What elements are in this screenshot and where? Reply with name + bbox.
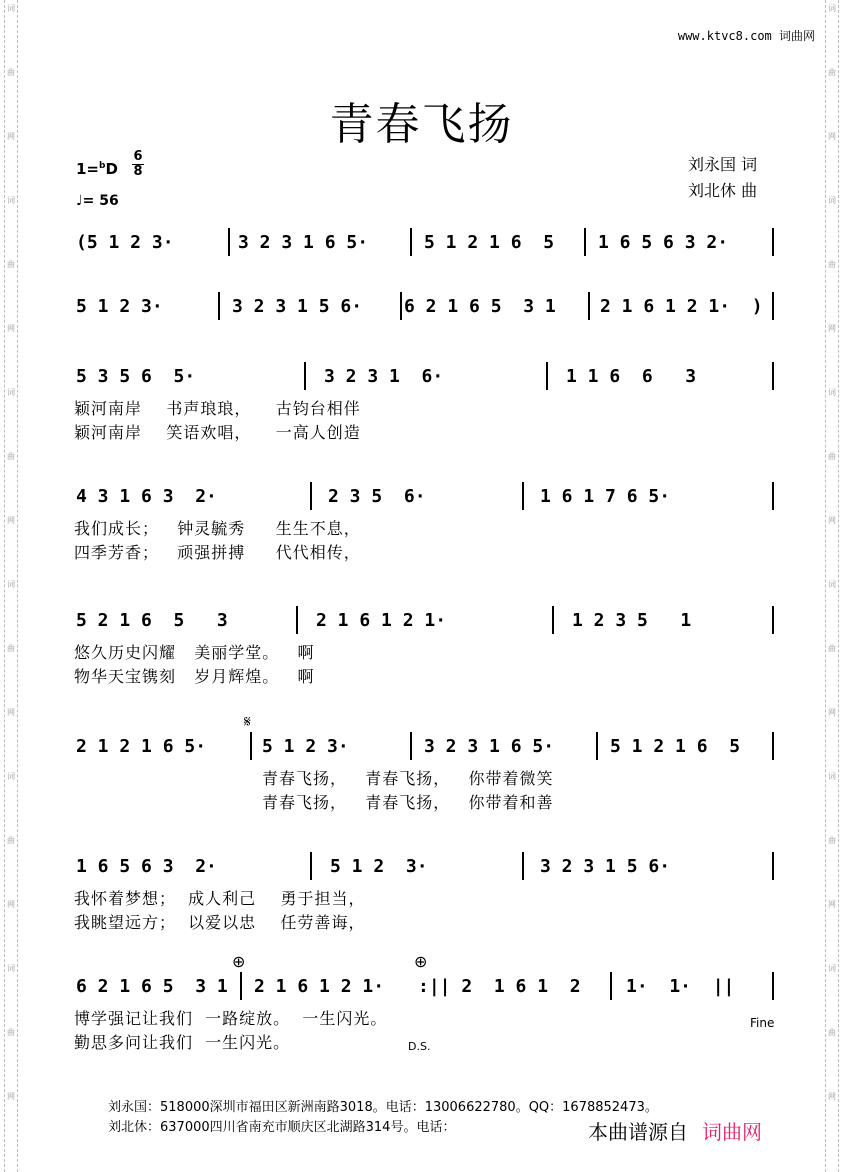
bar-line [240,972,242,1000]
lyric-line-1: 颖河南岸 书声琅琅， 古钧台相伴 [74,399,361,418]
ds-mark: D.S. [408,1040,431,1053]
bar-line [410,732,412,760]
tempo-marking: ♩= 56 [76,193,119,209]
site-url[interactable]: www.ktvc8.com 词曲网 [677,29,815,43]
measure-notes: 5 1 2 1 6 5 [424,232,555,253]
measure-notes: 2 1 2 1 6 5· [76,736,207,757]
bar-line [410,228,412,256]
bar-line [552,606,554,634]
lyricist-credit: 刘永国 词 [688,155,758,174]
lyric-line-2: 四季芳香； 顽强拼搏 代代相传， [74,543,361,562]
measure-notes: 4 3 1 6 3 2· [76,486,217,507]
measure-notes: 1 1 6 6 3 [566,366,697,387]
bar-line [296,606,298,634]
footer-line-1: 刘永国：518000深圳市福田区新洲南路3018。电话：13006622780。QQ：1678852473。 [108,1100,658,1115]
measure-notes: 6 2 1 6 5 3 1 [404,296,556,317]
bar-line [772,606,774,634]
fine-mark: Fine [750,1016,775,1030]
measure-notes: 2 1 6 1 2 1· [254,976,385,997]
lyric-line-1: 我怀着梦想； 成人利己 勇于担当， [74,889,366,908]
measure-notes: 3 2 3 1 6 5· [238,232,369,253]
bar-line [772,482,774,510]
bar-line [772,228,774,256]
lyric-line-1: 博学强记让我们 一路绽放。 一生闪光。 [74,1009,388,1028]
measure-notes: 3 2 3 1 5 6· [540,856,671,877]
bar-line [250,732,252,760]
measure-notes: 3 2 3 1 6 5· [424,736,555,757]
bar-line [610,972,612,1000]
lyric-line-1: 青春飞扬， 青春飞扬， 你带着微笑 [262,769,554,788]
bar-line [228,228,230,256]
lyric-line-2: 物华天宝镌刻 岁月辉煌。 啊 [74,667,315,686]
measure-notes: 5 1 2 3· [330,856,428,877]
measure-notes: 5 1 2 1 6 5 [610,736,741,757]
segno-mark: 𝄋 [244,712,251,731]
measure-notes: 5 3 5 6 5· [76,366,196,387]
measure-notes: 2 3 5 6· [328,486,426,507]
coda-mark-1: ⊕ [232,952,246,971]
measure-notes: 1· 1· || [626,976,735,997]
lyric-line-1: 悠久历史闪耀 美丽学堂。 啊 [74,643,315,662]
lyric-line-2: 勤思多问让我们 一生闪光。 [74,1033,291,1052]
lyric-line-2: 颖河南岸 笑语欢唱， 一高人创造 [74,423,361,442]
bar-line [596,732,598,760]
side-watermark-right: 词 曲 网 词 曲 网 词 曲 网 词 曲 网 词 曲 网 词 曲 网 [825,0,839,1172]
measure-notes: 1 6 5 6 3 2· [598,232,729,253]
bar-line [218,292,220,320]
time-signature: 6 8 [133,149,143,179]
lyric-line-2: 我眺望远方； 以爱以忠 任劳善诲， [74,913,366,932]
bar-line [772,292,774,320]
coda-mark-2: ⊕ [414,952,428,971]
measure-notes: 2 1 6 1 2 1· [316,610,447,631]
key-signature: 1=$^b$D [76,160,118,178]
measure-notes: 5 1 2 3· [262,736,349,757]
measure-notes: 6 2 1 6 5 3 1 [76,976,228,997]
measure-notes: 3 2 3 1 5 6· [232,296,363,317]
measure-notes: 5 1 2 3· [76,296,163,317]
bar-line [772,362,774,390]
bar-line [310,482,312,510]
bar-line [588,292,590,320]
measure-notes: 2 1 6 1 2 1· ) [600,296,763,317]
bar-line [772,852,774,880]
footer-line-2: 刘北休：637000四川省南充市顺庆区北湖路314号。电话： [108,1120,456,1135]
bar-line [546,362,548,390]
bar-line [522,852,524,880]
measure-notes: 1 6 5 6 3 2· [76,856,217,877]
measure-notes: 1 2 3 5 1 [572,610,692,631]
lyric-line-2: 青春飞扬， 青春飞扬， 你带着和善 [262,793,554,812]
measure-notes: 1 6 1 7 6 5· [540,486,671,507]
song-title: 青春飞扬 [329,99,514,150]
side-watermark-left: 词 曲 网 词 曲 网 词 曲 网 词 曲 网 词 曲 网 词 曲 网 [4,0,18,1172]
bar-line [772,732,774,760]
composer-credit: 刘北休 曲 [688,181,758,200]
lyric-line-1: 我们成长； 钟灵毓秀 生生不息， [74,519,361,538]
bar-line [584,228,586,256]
source-credit: 本曲谱源自 词曲网 [588,1120,762,1144]
bar-line [522,482,524,510]
bar-line [310,852,312,880]
measure-notes: 3 2 3 1 6· [324,366,444,387]
measure-notes: 5 2 1 6 5 3 [76,610,228,631]
bar-line [400,292,402,320]
measure-notes: :|| 2 1 6 1 2 [418,976,581,997]
measure-notes: (5 1 2 3· [76,232,174,253]
bar-line [304,362,306,390]
bar-line [772,972,774,1000]
